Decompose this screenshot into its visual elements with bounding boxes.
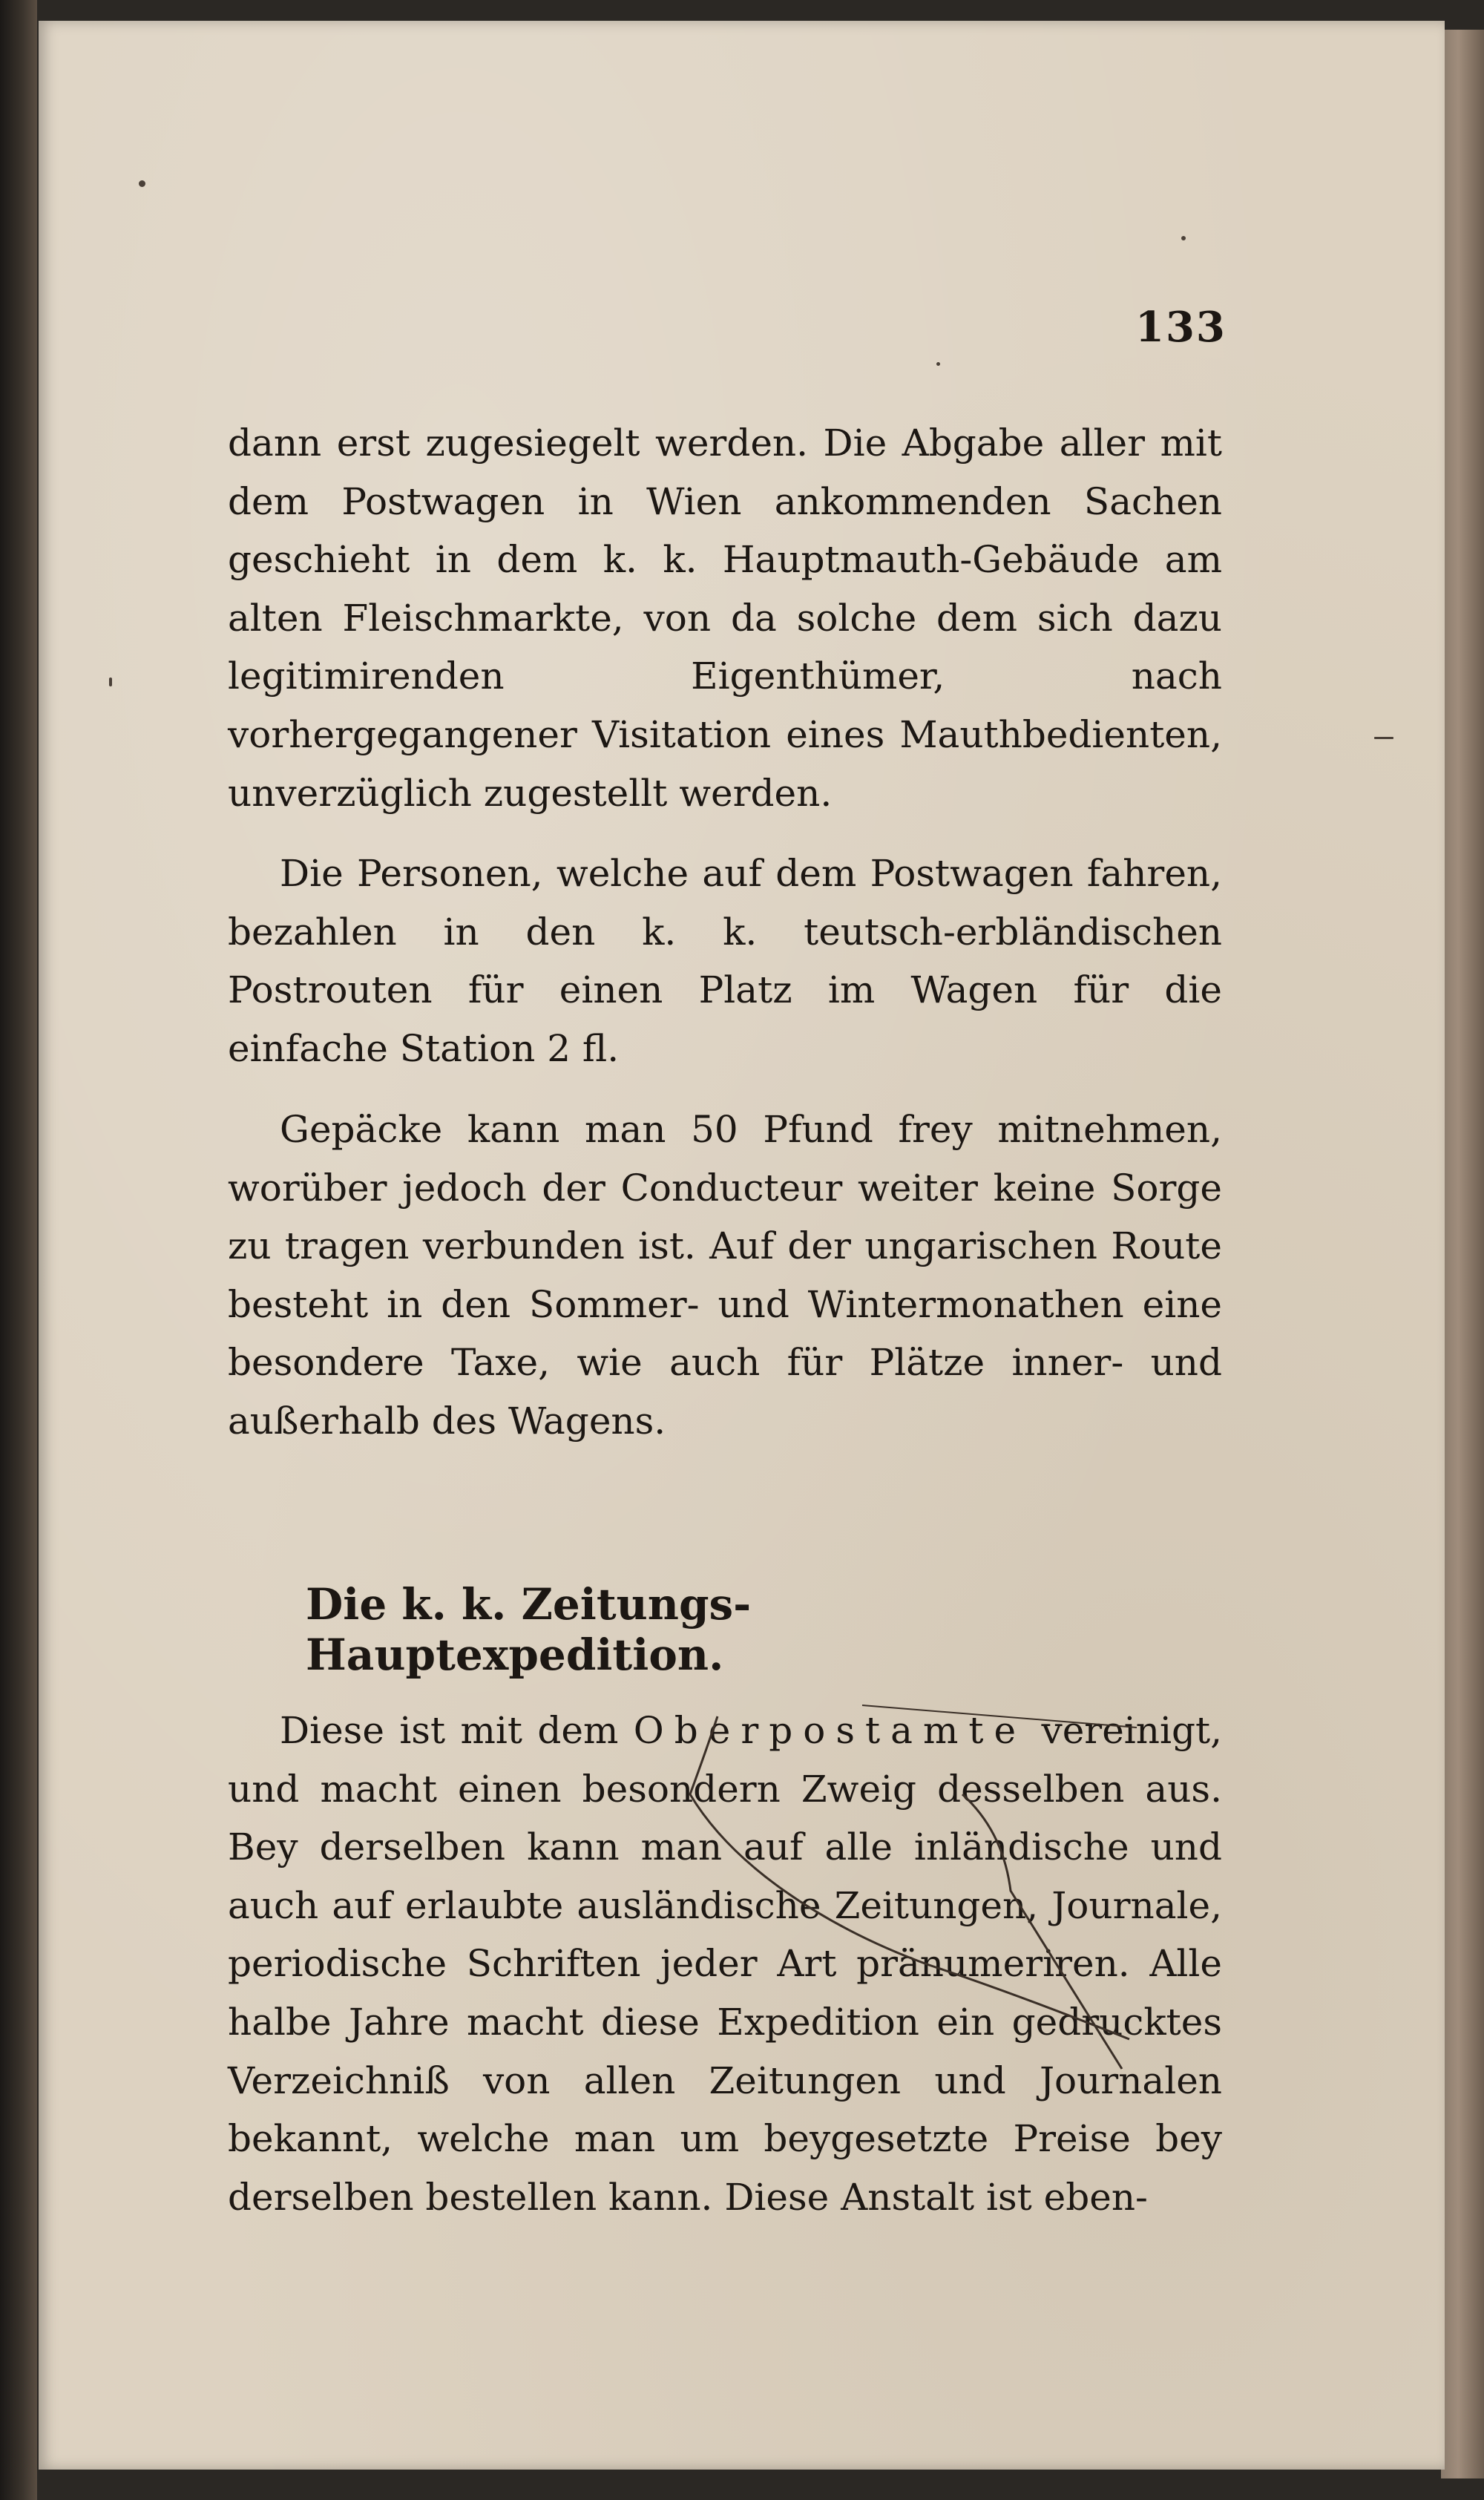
paper-speck xyxy=(139,180,145,187)
paper-speck xyxy=(1181,236,1186,240)
paragraph-postwagen-delivery: dann erst zugesiegelt werden. Die Abgabe aller mit dem Postwagen in Wien ankommenden Sachen geschieht in dem k. k. Hauptmauth-Gebäude am alten Fleischmarkte, von da solche dem sich dazu legitimirenden Eigenthümer, nach vorhergegangener Visitation eines Mauthbedienten, unverzüglich zugestellt werden. xyxy=(228,421,1222,815)
section-heading: Die k. k. Zeitungs-Hauptexpedition. xyxy=(306,1579,752,1680)
paragraph-newspaper-expedition xyxy=(228,1702,1222,2226)
paper-speck xyxy=(109,678,112,686)
paragraph-luggage: Gepäcke kann man 50 Pfund frey mitnehmen, worüber jedoch der Conducteur weiter keine Sorge zu tragen verbunden ist. Auf der ungarischen Route besteht in den Sommer- und Wintermonathen eine besondere Taxe, wie auch für Plätze inner- und außerhalb des Wagens. xyxy=(228,1108,1222,1443)
paper-speck xyxy=(1374,737,1393,739)
paragraph-rest: vereinigt, und macht einen besondern Zweig desselben aus. Bey derselben kann man auf alle inländische und auch auf erlaubte ausländische Zeitungen, Journale, periodische Schriften jeder Art pränumeriren. Alle halbe Jahre macht diese Expedition ein gedrucktes Verzeichniß von allen Zeitungen und Journalen bekannt, welche man um beygesetzte Preise bey derselben bestellen kann. Diese Anstalt ist eben- xyxy=(228,1709,1222,2219)
page-stack-edge xyxy=(1441,30,1484,2478)
emphasized-term: Oberpostamte xyxy=(633,1709,1027,1752)
paper-speck xyxy=(936,362,940,366)
paragraph-start: Diese ist mit dem xyxy=(280,1709,619,1752)
page-number: 133 xyxy=(1135,303,1227,352)
paragraph-passenger-fares: Die Personen, welche auf dem Postwagen fahren, bezahlen in den k. k. teutsch-erbländischen Postrouten für einen Platz im Wagen für die einfache Station 2 fl. xyxy=(228,852,1222,1070)
book-binding-edge xyxy=(0,0,37,2500)
book-page xyxy=(39,21,1445,2470)
